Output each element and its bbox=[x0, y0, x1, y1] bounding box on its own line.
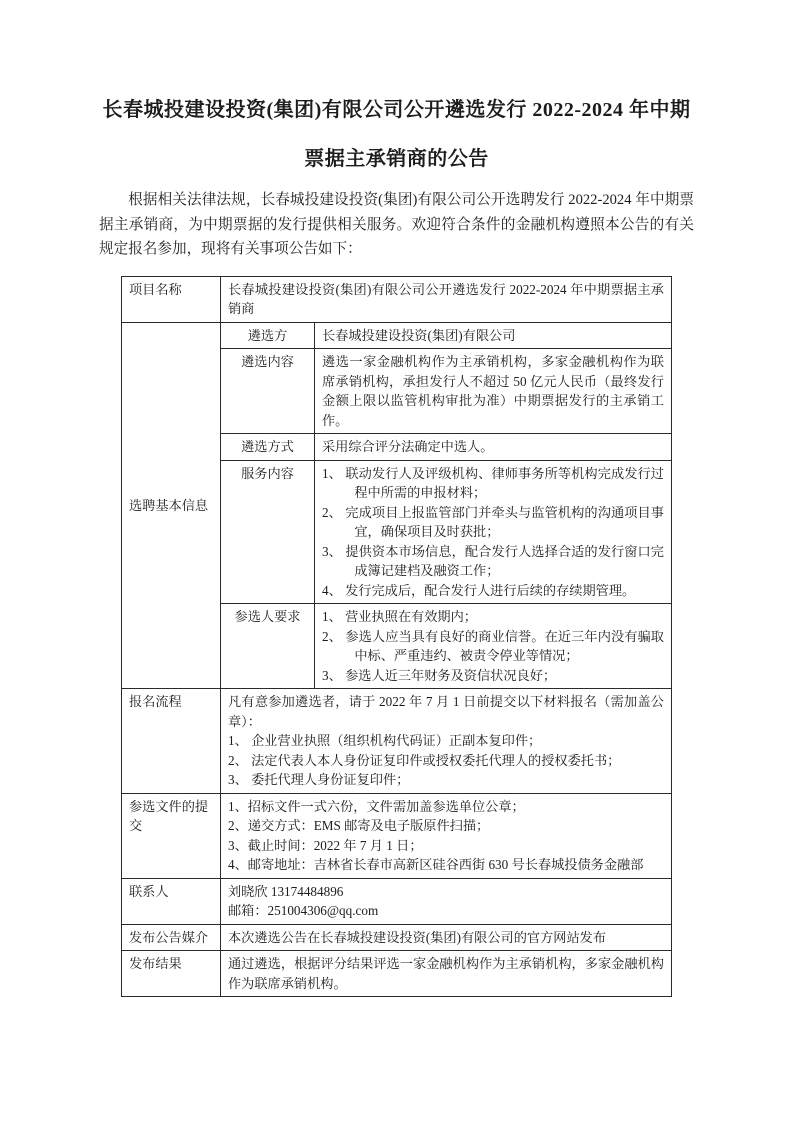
service-item: 1、 联动发行人及评级机构、律师事务所等机构完成发行过程中所需的申报材料； bbox=[322, 465, 664, 500]
selection-content-content bbox=[315, 349, 672, 434]
selection-content-label: 遴选内容 bbox=[221, 349, 315, 434]
row-document-submission bbox=[122, 793, 672, 878]
submission-item: 3、截止时间：2022 年 7 月 1 日； bbox=[228, 837, 423, 853]
selector-content bbox=[315, 322, 672, 349]
registration-item: 1、 企业营业执照（组织机构代码证）正副本复印件； bbox=[228, 733, 542, 748]
basic-info-label: 选聘基本信息 bbox=[122, 322, 221, 689]
intro-paragraph: 根据相关法律法规，长春城投建设投资(集团)有限公司公开选聘发行 2022-2024 年中期票据主承销商，为中期票据的发行提供相关服务。欢迎符合条件的金融机构遵照本公告的有关规定报名参加，现将有关事项公告如下： bbox=[99, 192, 694, 257]
announcement-table bbox=[121, 276, 672, 998]
registration-item: 3、 委托代理人身份证复印件； bbox=[228, 772, 410, 787]
row-project-name bbox=[122, 276, 672, 322]
row-announcement-media bbox=[122, 924, 672, 951]
selector-label: 遴选方 bbox=[221, 322, 315, 349]
participant-requirements-content bbox=[315, 604, 672, 689]
submission-item: 4、邮寄地址：吉林省长春市高新区硅谷西街 630 号长春城投债务金融部 bbox=[228, 857, 644, 872]
result-publication-text: 通过遴选，根据评分结果评选一家金融机构作为主承销机构，多家金融机构作为联席承销机构。 bbox=[228, 956, 664, 991]
row-result-publication bbox=[122, 951, 672, 997]
selector-text: 长春城投建设投资(集团)有限公司 bbox=[322, 327, 516, 343]
result-publication-content bbox=[221, 951, 672, 997]
service-content-content bbox=[315, 460, 672, 604]
submission-item: 1、招标文件一式六份，文件需加盖参选单位公章； bbox=[228, 798, 525, 814]
contact-email: 邮箱：251004306@qq.com bbox=[228, 903, 379, 918]
document-title-line1: 长春城投建设投资(集团)有限公司公开遴选发行 2022-2024 年中期 bbox=[102, 99, 691, 121]
contact-content bbox=[221, 878, 672, 924]
submission-item: 2、递交方式：EMS 邮寄及电子版原件扫描； bbox=[228, 818, 490, 833]
document-submission-label: 参选文件的提交 bbox=[122, 793, 221, 878]
selection-method-text: 采用综合评分法确定中选人。 bbox=[322, 439, 494, 454]
document-title bbox=[80, 86, 713, 184]
project-name-content bbox=[221, 276, 672, 322]
selection-method-content bbox=[315, 434, 672, 461]
requirement-item: 1、 营业执照在有效期内； bbox=[322, 609, 477, 624]
row-contact bbox=[122, 878, 672, 924]
selection-content-text: 遴选一家金融机构作为主承销机构，多家金融机构作为联席承销机构，承担发行人不超过 50 亿元人民币（最终发行金额上限以监管机构审批为准）中期票据发行的主承销工作。 bbox=[322, 354, 664, 428]
service-item: 3、 提供资本市场信息，配合发行人选择合适的发行窗口完成簿记建档及融资工作； bbox=[322, 543, 664, 578]
project-name-label: 项目名称 bbox=[122, 276, 221, 322]
row-registration-process bbox=[122, 689, 672, 794]
announcement-media-text: 本次遴选公告在长春城投建设投资(集团)有限公司的官方网站发布 bbox=[228, 929, 607, 945]
service-item: 4、 发行完成后，配合发行人进行后续的存续期管理。 bbox=[322, 582, 636, 598]
contact-label: 联系人 bbox=[122, 878, 221, 924]
participant-requirements-label: 参选人要求 bbox=[221, 604, 315, 689]
result-publication-label: 发布结果 bbox=[122, 951, 221, 997]
document-title-line2: 票据主承销商的公告 bbox=[304, 148, 489, 170]
requirement-item: 2、 参选人应当具有良好的商业信誉。在近三年内没有骗取中标、严重违约、被责令停业等情况； bbox=[322, 628, 664, 663]
row-selector bbox=[122, 322, 672, 349]
requirement-item: 3、 参选人近三年财务及资信状况良好； bbox=[322, 667, 557, 683]
service-item: 2、 完成项目上报监管部门并牵头与监管机构的沟通项目事宜，确保项目及时获批； bbox=[322, 504, 664, 539]
registration-process-content bbox=[221, 689, 672, 794]
selection-method-label: 遴选方式 bbox=[221, 434, 315, 461]
service-content-label: 服务内容 bbox=[221, 460, 315, 604]
project-name-text: 长春城投建设投资(集团)有限公司公开遴选发行 2022-2024 年中期票据主承销商 bbox=[228, 281, 664, 316]
registration-intro: 凡有意参加遴选者，请于 2022 年 7 月 1 日前提交以下材料报名（需加盖公章）： bbox=[228, 694, 664, 729]
announcement-media-content bbox=[221, 924, 672, 951]
registration-process-label: 报名流程 bbox=[122, 689, 221, 794]
announcement-media-label: 发布公告媒介 bbox=[122, 924, 221, 951]
registration-item: 2、 法定代表人本人身份证复印件或授权委托代理人的授权委托书； bbox=[228, 752, 621, 768]
contact-name-phone: 刘晓欣 13174484896 bbox=[228, 883, 344, 899]
document-submission-content bbox=[221, 793, 672, 878]
